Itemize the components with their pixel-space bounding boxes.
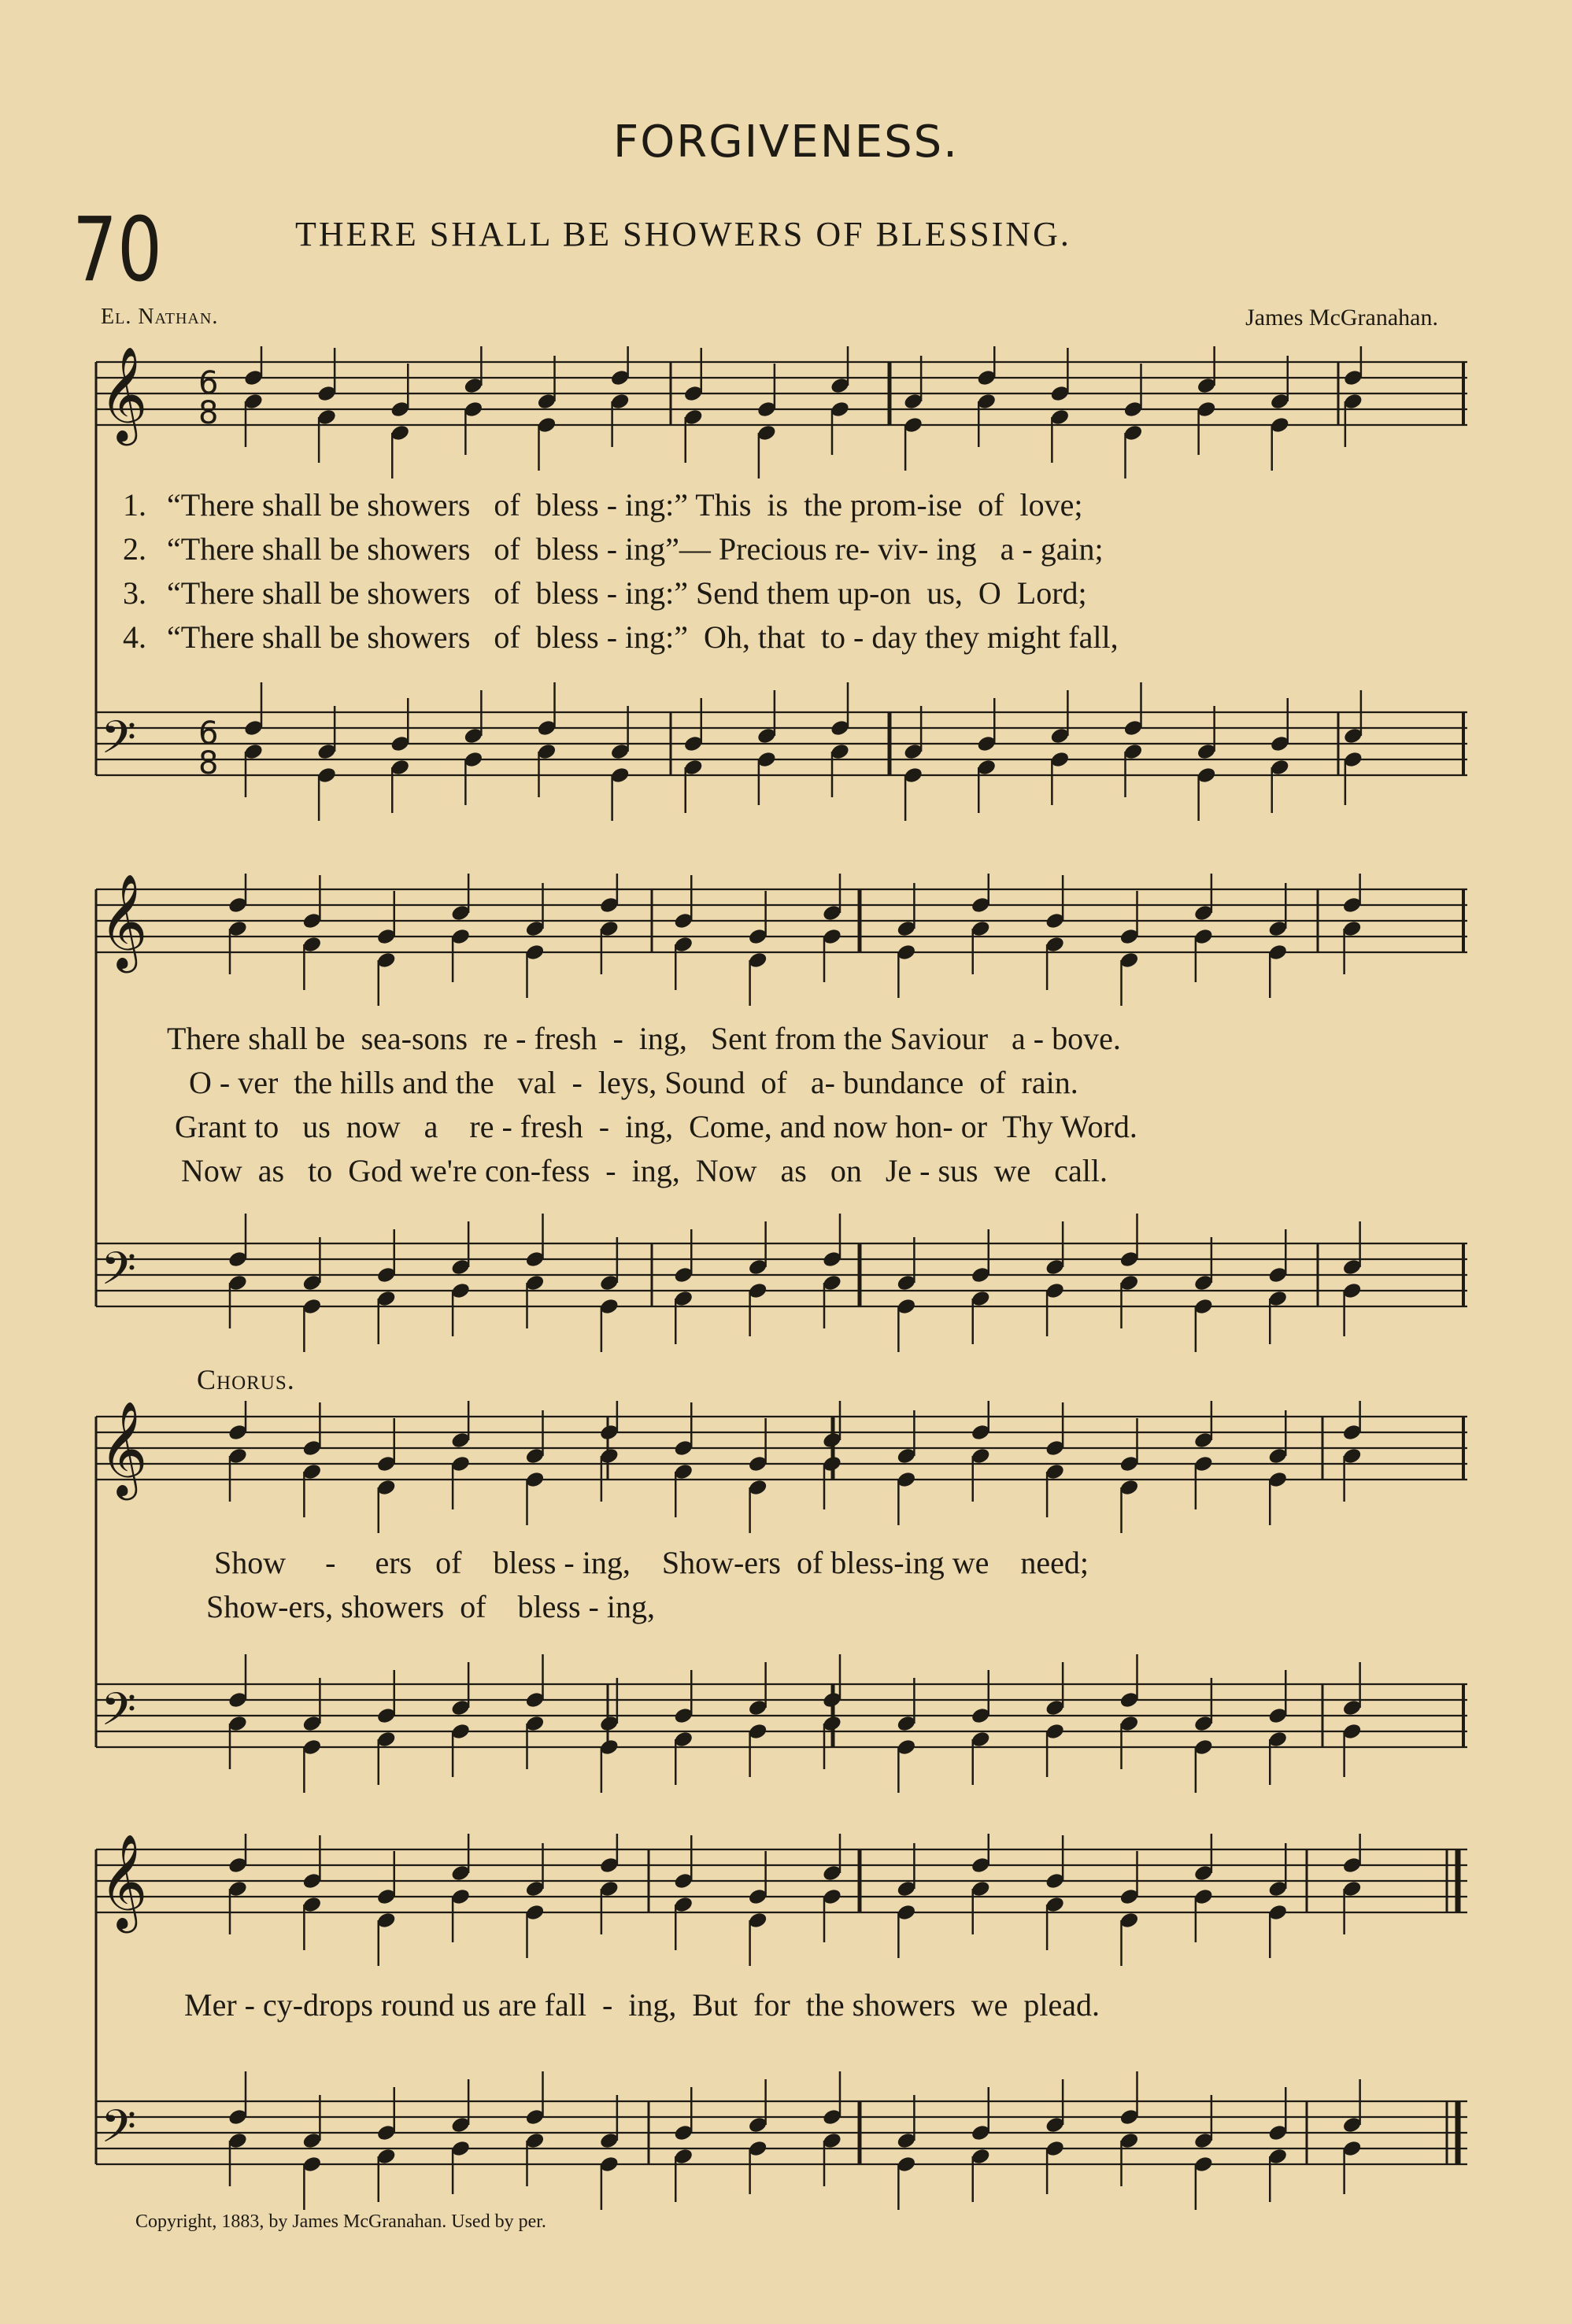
time-signature: 6 (198, 715, 219, 752)
verse-lyric-line: Now as to God we're con-fess - ing, Now as on Je - sus we call. (181, 1153, 1108, 1188)
composer-credit: James McGranahan. (1245, 305, 1438, 331)
bass-clef-icon: 𝄢 (101, 2100, 137, 2164)
chorus-label: Chorus. (197, 1364, 295, 1395)
treble-clef-icon: 𝄞 (99, 1401, 148, 1496)
verse-lyric-line: O - ver the hills and the val - leys, Sound of a- bundance of rain. (189, 1065, 1078, 1100)
bass-clef-icon: 𝄢 (101, 1683, 137, 1747)
treble-notes (227, 1401, 1363, 1533)
lyricist-credit: El. Nathan. (101, 305, 219, 329)
treble-staff (96, 362, 1467, 425)
chorus-lyric-line: Mer - cy-drops round us are fall - ing, But for the showers we plead. (184, 1987, 1100, 2023)
verse-lyric: “There shall be showers of bless - ing”— Precious re- viv- ing a - gain; (167, 531, 1104, 567)
treble-clef-icon: 𝄞 (99, 1834, 148, 1929)
verse-number: 3. (123, 575, 146, 611)
bass-notes (227, 1214, 1363, 1352)
section-title: FORGIVENESS. (613, 116, 959, 168)
hymn-number: 70 (72, 199, 163, 301)
time-signature: 6 (198, 365, 219, 401)
bass-clef-icon: 𝄢 (101, 711, 137, 775)
verse-number: 4. (123, 619, 146, 655)
treble-notes (243, 346, 1364, 478)
treble-notes (227, 1834, 1363, 1966)
verse-number: 2. (123, 531, 146, 567)
verse-lyric: “There shall be showers of bless - ing:” Send them up-on us, O Lord; (167, 575, 1087, 611)
time-signature: 8 (198, 395, 219, 431)
bass-clef-icon: 𝄢 (101, 1242, 137, 1306)
barlines (96, 362, 1463, 775)
treble-notes (227, 874, 1363, 1006)
chorus-lyric-alt-line: Show-ers, showers of bless - ing, (206, 1589, 655, 1624)
chorus-lyric-line: Show - ers of bless - ing, Show-ers of bless-ing we need; (214, 1545, 1089, 1580)
verse-number: 1. (123, 487, 146, 523)
verse-lyric: “There shall be showers of bless - ing:” Oh, that to - day they might fall, (167, 619, 1119, 655)
bass-staff (96, 712, 1467, 775)
verse-lyric-line: There shall be sea-sons re - fresh - ing, Sent from the Saviour a - bove. (167, 1021, 1121, 1056)
bass-notes (227, 2071, 1363, 2210)
treble-clef-icon: 𝄞 (99, 346, 148, 442)
verse-lyric-line: Grant to us now a re - fresh - ing, Come, and now hon- or Thy Word. (175, 1109, 1137, 1144)
treble-clef-icon: 𝄞 (99, 874, 148, 969)
bass-notes (243, 682, 1364, 821)
time-signature: 8 (198, 745, 219, 781)
copyright-notice: Copyright, 1883, by James McGranahan. Used by per. (135, 2211, 546, 2232)
bass-notes (227, 1654, 1363, 1793)
hymn-title: THERE SHALL BE SHOWERS OF BLESSING. (295, 215, 1071, 253)
verse-lyric: “There shall be showers of bless - ing:” This is the prom-ise of love; (167, 487, 1083, 523)
